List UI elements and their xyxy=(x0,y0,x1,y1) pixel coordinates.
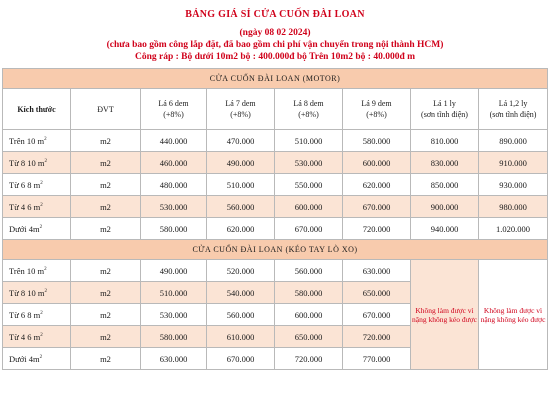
table-row xyxy=(3,174,548,196)
col-header-sub: (+8%) xyxy=(298,110,319,119)
table-row xyxy=(3,152,548,174)
price-cell: 510.000 xyxy=(141,282,207,304)
size-cell xyxy=(3,348,71,370)
size-text: Dưới 4m xyxy=(9,223,40,234)
col-size-header: Kích thước xyxy=(3,89,71,130)
col-header-label: Lá 8 dem xyxy=(293,99,324,108)
col-header-sub: (sơn tĩnh điện) xyxy=(421,110,468,119)
size-cell xyxy=(3,304,71,326)
size-sup: 2 xyxy=(40,180,43,186)
price-cell: 770.000 xyxy=(343,348,411,370)
unit-cell: m2 xyxy=(71,218,141,240)
col-header-5 xyxy=(411,89,479,130)
col-header-label: Lá 6 dem xyxy=(158,99,189,108)
price-cell: 980.000 xyxy=(479,196,548,218)
price-cell: 510.000 xyxy=(207,174,275,196)
price-cell: 900.000 xyxy=(411,196,479,218)
price-cell: 560.000 xyxy=(207,304,275,326)
title: BẢNG GIÁ SỈ CỬA CUỐN ĐÀI LOAN xyxy=(185,9,365,20)
unit-cell: m2 xyxy=(71,196,141,218)
col-header-sub: (+8%) xyxy=(230,110,251,119)
col-header-label: Lá 1,2 ly xyxy=(498,99,528,108)
price-cell: 930.000 xyxy=(479,174,548,196)
col-header-4 xyxy=(343,89,411,130)
price-cell: 480.000 xyxy=(141,174,207,196)
price-cell: 440.000 xyxy=(141,130,207,152)
size-text: Trên 10 m xyxy=(9,135,45,146)
price-cell: 520.000 xyxy=(207,260,275,282)
price-cell: 460.000 xyxy=(141,152,207,174)
table-row xyxy=(3,260,548,282)
price-cell: 600.000 xyxy=(275,304,343,326)
price-cell: 600.000 xyxy=(275,196,343,218)
col-unit-header: ĐVT xyxy=(71,89,141,130)
unit-cell: m2 xyxy=(71,304,141,326)
table-row xyxy=(3,130,548,152)
col-header-6 xyxy=(479,89,548,130)
size-text: Trên 10 m xyxy=(9,265,45,276)
size-cell xyxy=(3,196,71,218)
not-available-note-12ly: Không làm được vì nặng không kéo được xyxy=(479,260,548,370)
col-header-1 xyxy=(141,89,207,130)
price-cell: 850.000 xyxy=(411,174,479,196)
col-header-3 xyxy=(275,89,343,130)
col-header-label: Lá 1 ly xyxy=(433,99,456,108)
size-cell xyxy=(3,152,71,174)
size-sup: 2 xyxy=(44,266,47,272)
size-text: Từ 8 10 m xyxy=(9,287,45,298)
price-cell: 670.000 xyxy=(275,218,343,240)
price-cell: 530.000 xyxy=(141,196,207,218)
col-header-2 xyxy=(207,89,275,130)
price-cell: 630.000 xyxy=(343,260,411,282)
price-cell: 530.000 xyxy=(275,152,343,174)
unit-cell: m2 xyxy=(71,174,141,196)
date-line: (ngày 08 02 2024) xyxy=(239,28,311,38)
price-cell: 580.000 xyxy=(141,326,207,348)
price-cell: 580.000 xyxy=(275,282,343,304)
price-cell: 650.000 xyxy=(343,282,411,304)
size-sup: 2 xyxy=(44,136,47,142)
col-header-sub: (+8%) xyxy=(163,110,184,119)
unit-cell: m2 xyxy=(71,152,141,174)
col-header-sub: (+8%) xyxy=(366,110,387,119)
price-cell: 670.000 xyxy=(207,348,275,370)
price-cell: 720.000 xyxy=(343,218,411,240)
size-sup: 2 xyxy=(40,332,43,338)
col-header-sub: (sơn tĩnh điện) xyxy=(489,110,537,119)
size-sup: 2 xyxy=(40,310,43,316)
price-cell: 580.000 xyxy=(141,218,207,240)
col-header-label: Lá 7 dem xyxy=(225,99,256,108)
price-cell: 510.000 xyxy=(275,130,343,152)
price-cell: 610.000 xyxy=(207,326,275,348)
price-cell: 1.020.000 xyxy=(479,218,548,240)
size-cell xyxy=(3,174,71,196)
price-cell: 560.000 xyxy=(275,260,343,282)
price-cell: 470.000 xyxy=(207,130,275,152)
price-cell: 670.000 xyxy=(343,304,411,326)
size-cell xyxy=(3,260,71,282)
price-cell: 490.000 xyxy=(207,152,275,174)
price-cell: 600.000 xyxy=(343,152,411,174)
column-header-row xyxy=(3,89,548,130)
size-sup: 2 xyxy=(44,158,48,164)
price-table xyxy=(2,68,548,370)
unit-cell: m2 xyxy=(71,348,141,370)
price-cell: 720.000 xyxy=(275,348,343,370)
size-sup: 2 xyxy=(44,288,48,294)
note-line: (chưa bao gồm công lắp đặt, đã bao gồm chi phí vận chuyển trong nội thành HCM) xyxy=(106,40,444,50)
size-text: Từ 8 10 m xyxy=(9,157,45,168)
price-cell: 630.000 xyxy=(141,348,207,370)
size-cell xyxy=(3,130,71,152)
price-cell: 650.000 xyxy=(275,326,343,348)
table-row xyxy=(3,218,548,240)
not-available-note-1ly: Không làm được vì nặng không kéo được xyxy=(411,260,479,370)
size-sup: 2 xyxy=(39,354,43,360)
size-cell xyxy=(3,282,71,304)
price-cell: 720.000 xyxy=(343,326,411,348)
price-cell: 830.000 xyxy=(411,152,479,174)
size-text: Từ 6 8 m xyxy=(9,309,41,320)
size-sup: 2 xyxy=(39,224,43,230)
section-title: CỬA CUỐN ĐÀI LOAN (KÉO TAY LÒ XO) xyxy=(3,240,548,260)
size-text: Từ 4 6 m xyxy=(9,331,41,342)
price-cell: 620.000 xyxy=(343,174,411,196)
price-cell: 530.000 xyxy=(141,304,207,326)
price-cell: 550.000 xyxy=(275,174,343,196)
table-row xyxy=(3,196,548,218)
section-header-motor xyxy=(3,69,548,89)
unit-cell: m2 xyxy=(71,130,141,152)
price-cell: 940.000 xyxy=(411,218,479,240)
price-cell: 560.000 xyxy=(207,196,275,218)
price-cell: 670.000 xyxy=(343,196,411,218)
price-cell: 810.000 xyxy=(411,130,479,152)
price-cell: 910.000 xyxy=(479,152,548,174)
unit-cell: m2 xyxy=(71,282,141,304)
unit-cell: m2 xyxy=(71,326,141,348)
price-cell: 540.000 xyxy=(207,282,275,304)
size-text: Từ 4 6 m xyxy=(9,201,41,212)
size-sup: 2 xyxy=(40,202,43,208)
price-cell: 580.000 xyxy=(343,130,411,152)
size-cell xyxy=(3,326,71,348)
section-title: CỬA CUỐN ĐÀI LOAN (MOTOR) xyxy=(3,69,548,89)
price-cell: 890.000 xyxy=(479,130,548,152)
price-cell: 620.000 xyxy=(207,218,275,240)
col-header-label: Lá 9 dem xyxy=(361,99,392,108)
section-header-manual xyxy=(3,240,548,260)
labor-line: Công ráp : Bộ dưới 10m2 bộ : 400.000đ bộ Trên 10m2 bộ : 40.000đ m xyxy=(134,52,416,62)
size-cell xyxy=(3,218,71,240)
unit-cell: m2 xyxy=(71,260,141,282)
size-text: Từ 6 8 m xyxy=(9,179,41,190)
size-text: Dưới 4m xyxy=(9,353,40,364)
price-cell: 490.000 xyxy=(141,260,207,282)
